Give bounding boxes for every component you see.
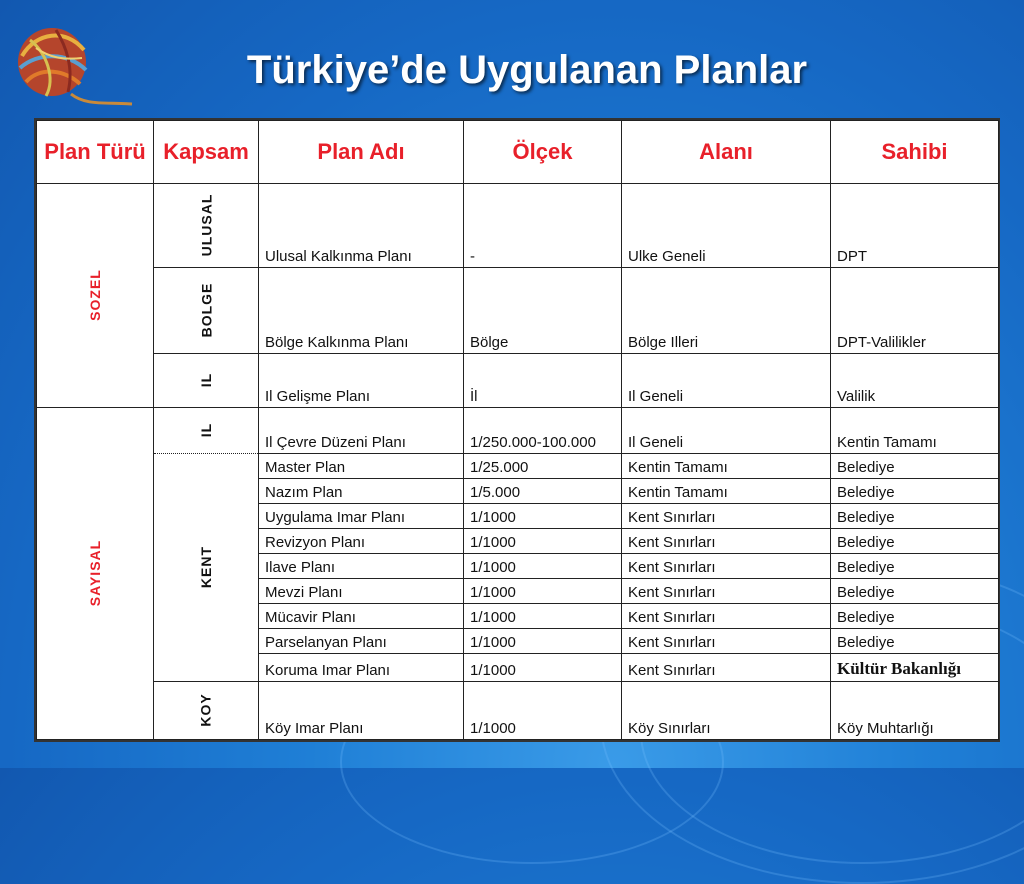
plan-area: Kent Sınırları xyxy=(622,529,831,554)
plan-area: Kent Sınırları xyxy=(622,554,831,579)
plan-scale: Bölge xyxy=(464,268,622,354)
plan-scale: İl xyxy=(464,354,622,408)
plan-name: Uygulama Imar Planı xyxy=(259,504,464,529)
plan-name: Koruma Imar Planı xyxy=(259,654,464,682)
page-title: Türkiye’de Uygulanan Planlar xyxy=(246,48,808,92)
plan-owner: Belediye xyxy=(831,454,999,479)
plan-owner: DPT-Valilikler xyxy=(831,268,999,354)
plan-owner: Kültür Bakanlığı xyxy=(831,654,999,682)
plan-area: Kentin Tamamı xyxy=(622,454,831,479)
header-olcek: Ölçek xyxy=(464,121,622,184)
plan-scale: 1/1000 xyxy=(464,529,622,554)
table-header-row xyxy=(37,121,999,184)
plan-name: Köy Imar Planı xyxy=(259,682,464,740)
plan-owner: DPT xyxy=(831,184,999,268)
plan-name: Mücavir Planı xyxy=(259,604,464,629)
plan-area: Kent Sınırları xyxy=(622,629,831,654)
table-row xyxy=(37,408,999,454)
plan-scale: 1/1000 xyxy=(464,604,622,629)
plan-scale: 1/1000 xyxy=(464,654,622,682)
table-row xyxy=(37,184,999,268)
plan-area: Kentin Tamamı xyxy=(622,479,831,504)
plan-name: Ilave Planı xyxy=(259,554,464,579)
plan-scale: 1/250.000-100.000 xyxy=(464,408,622,454)
plans-table-frame xyxy=(34,118,1000,742)
plan-owner: Belediye xyxy=(831,579,999,604)
plan-type-sayisal: SAYISAL xyxy=(37,408,154,740)
scope-il: IL xyxy=(154,354,259,408)
table-row xyxy=(37,354,999,408)
plan-name: Nazım Plan xyxy=(259,479,464,504)
scope-ulusal: ULUSAL xyxy=(154,184,259,268)
plan-name: Revizyon Planı xyxy=(259,529,464,554)
plan-scale: 1/1000 xyxy=(464,554,622,579)
plan-owner: Valilik xyxy=(831,354,999,408)
plan-name: Il Gelişme Planı xyxy=(259,354,464,408)
table-row xyxy=(37,268,999,354)
plan-name: Bölge Kalkınma Planı xyxy=(259,268,464,354)
plan-owner: Belediye xyxy=(831,504,999,529)
plan-name: Mevzi Planı xyxy=(259,579,464,604)
scope-il: IL xyxy=(154,408,259,454)
plan-scale: 1/1000 xyxy=(464,579,622,604)
plan-owner: Kentin Tamamı xyxy=(831,408,999,454)
plan-type-sozel: SOZEL xyxy=(37,184,154,408)
plans-table xyxy=(36,120,999,740)
plan-owner: Belediye xyxy=(831,604,999,629)
plan-owner: Belediye xyxy=(831,479,999,504)
plan-area: Kent Sınırları xyxy=(622,654,831,682)
scope-kent: KENT xyxy=(154,454,259,682)
plan-owner: Belediye xyxy=(831,529,999,554)
plan-area: Il Geneli xyxy=(622,408,831,454)
plan-scale: 1/1000 xyxy=(464,504,622,529)
header-plan-adi: Plan Adı xyxy=(259,121,464,184)
plan-owner: Köy Muhtarlığı xyxy=(831,682,999,740)
plan-area: Bölge Illeri xyxy=(622,268,831,354)
header-alani: Alanı xyxy=(622,121,831,184)
plan-area: Köy Sınırları xyxy=(622,682,831,740)
plan-scale: - xyxy=(464,184,622,268)
header-kapsam: Kapsam xyxy=(154,121,259,184)
plan-owner: Belediye xyxy=(831,629,999,654)
scope-bolge: BOLGE xyxy=(154,268,259,354)
plan-name: Ulusal Kalkınma Planı xyxy=(259,184,464,268)
plan-area: Kent Sınırları xyxy=(622,504,831,529)
plan-area: Kent Sınırları xyxy=(622,579,831,604)
plan-scale: 1/1000 xyxy=(464,629,622,654)
plan-name: Master Plan xyxy=(259,454,464,479)
plan-name: Il Çevre Düzeni Planı xyxy=(259,408,464,454)
plan-scale: 1/25.000 xyxy=(464,454,622,479)
table-row xyxy=(37,682,999,740)
header-plan-turu: Plan Türü xyxy=(37,121,154,184)
plan-owner: Belediye xyxy=(831,554,999,579)
plan-scale: 1/5.000 xyxy=(464,479,622,504)
table-row xyxy=(37,454,999,479)
plan-area: Ulke Geneli xyxy=(622,184,831,268)
plan-scale: 1/1000 xyxy=(464,682,622,740)
scope-koy: KOY xyxy=(154,682,259,740)
header-sahibi: Sahibi xyxy=(831,121,999,184)
plan-area: Il Geneli xyxy=(622,354,831,408)
plan-name: Parselanyan Planı xyxy=(259,629,464,654)
plan-area: Kent Sınırları xyxy=(622,604,831,629)
